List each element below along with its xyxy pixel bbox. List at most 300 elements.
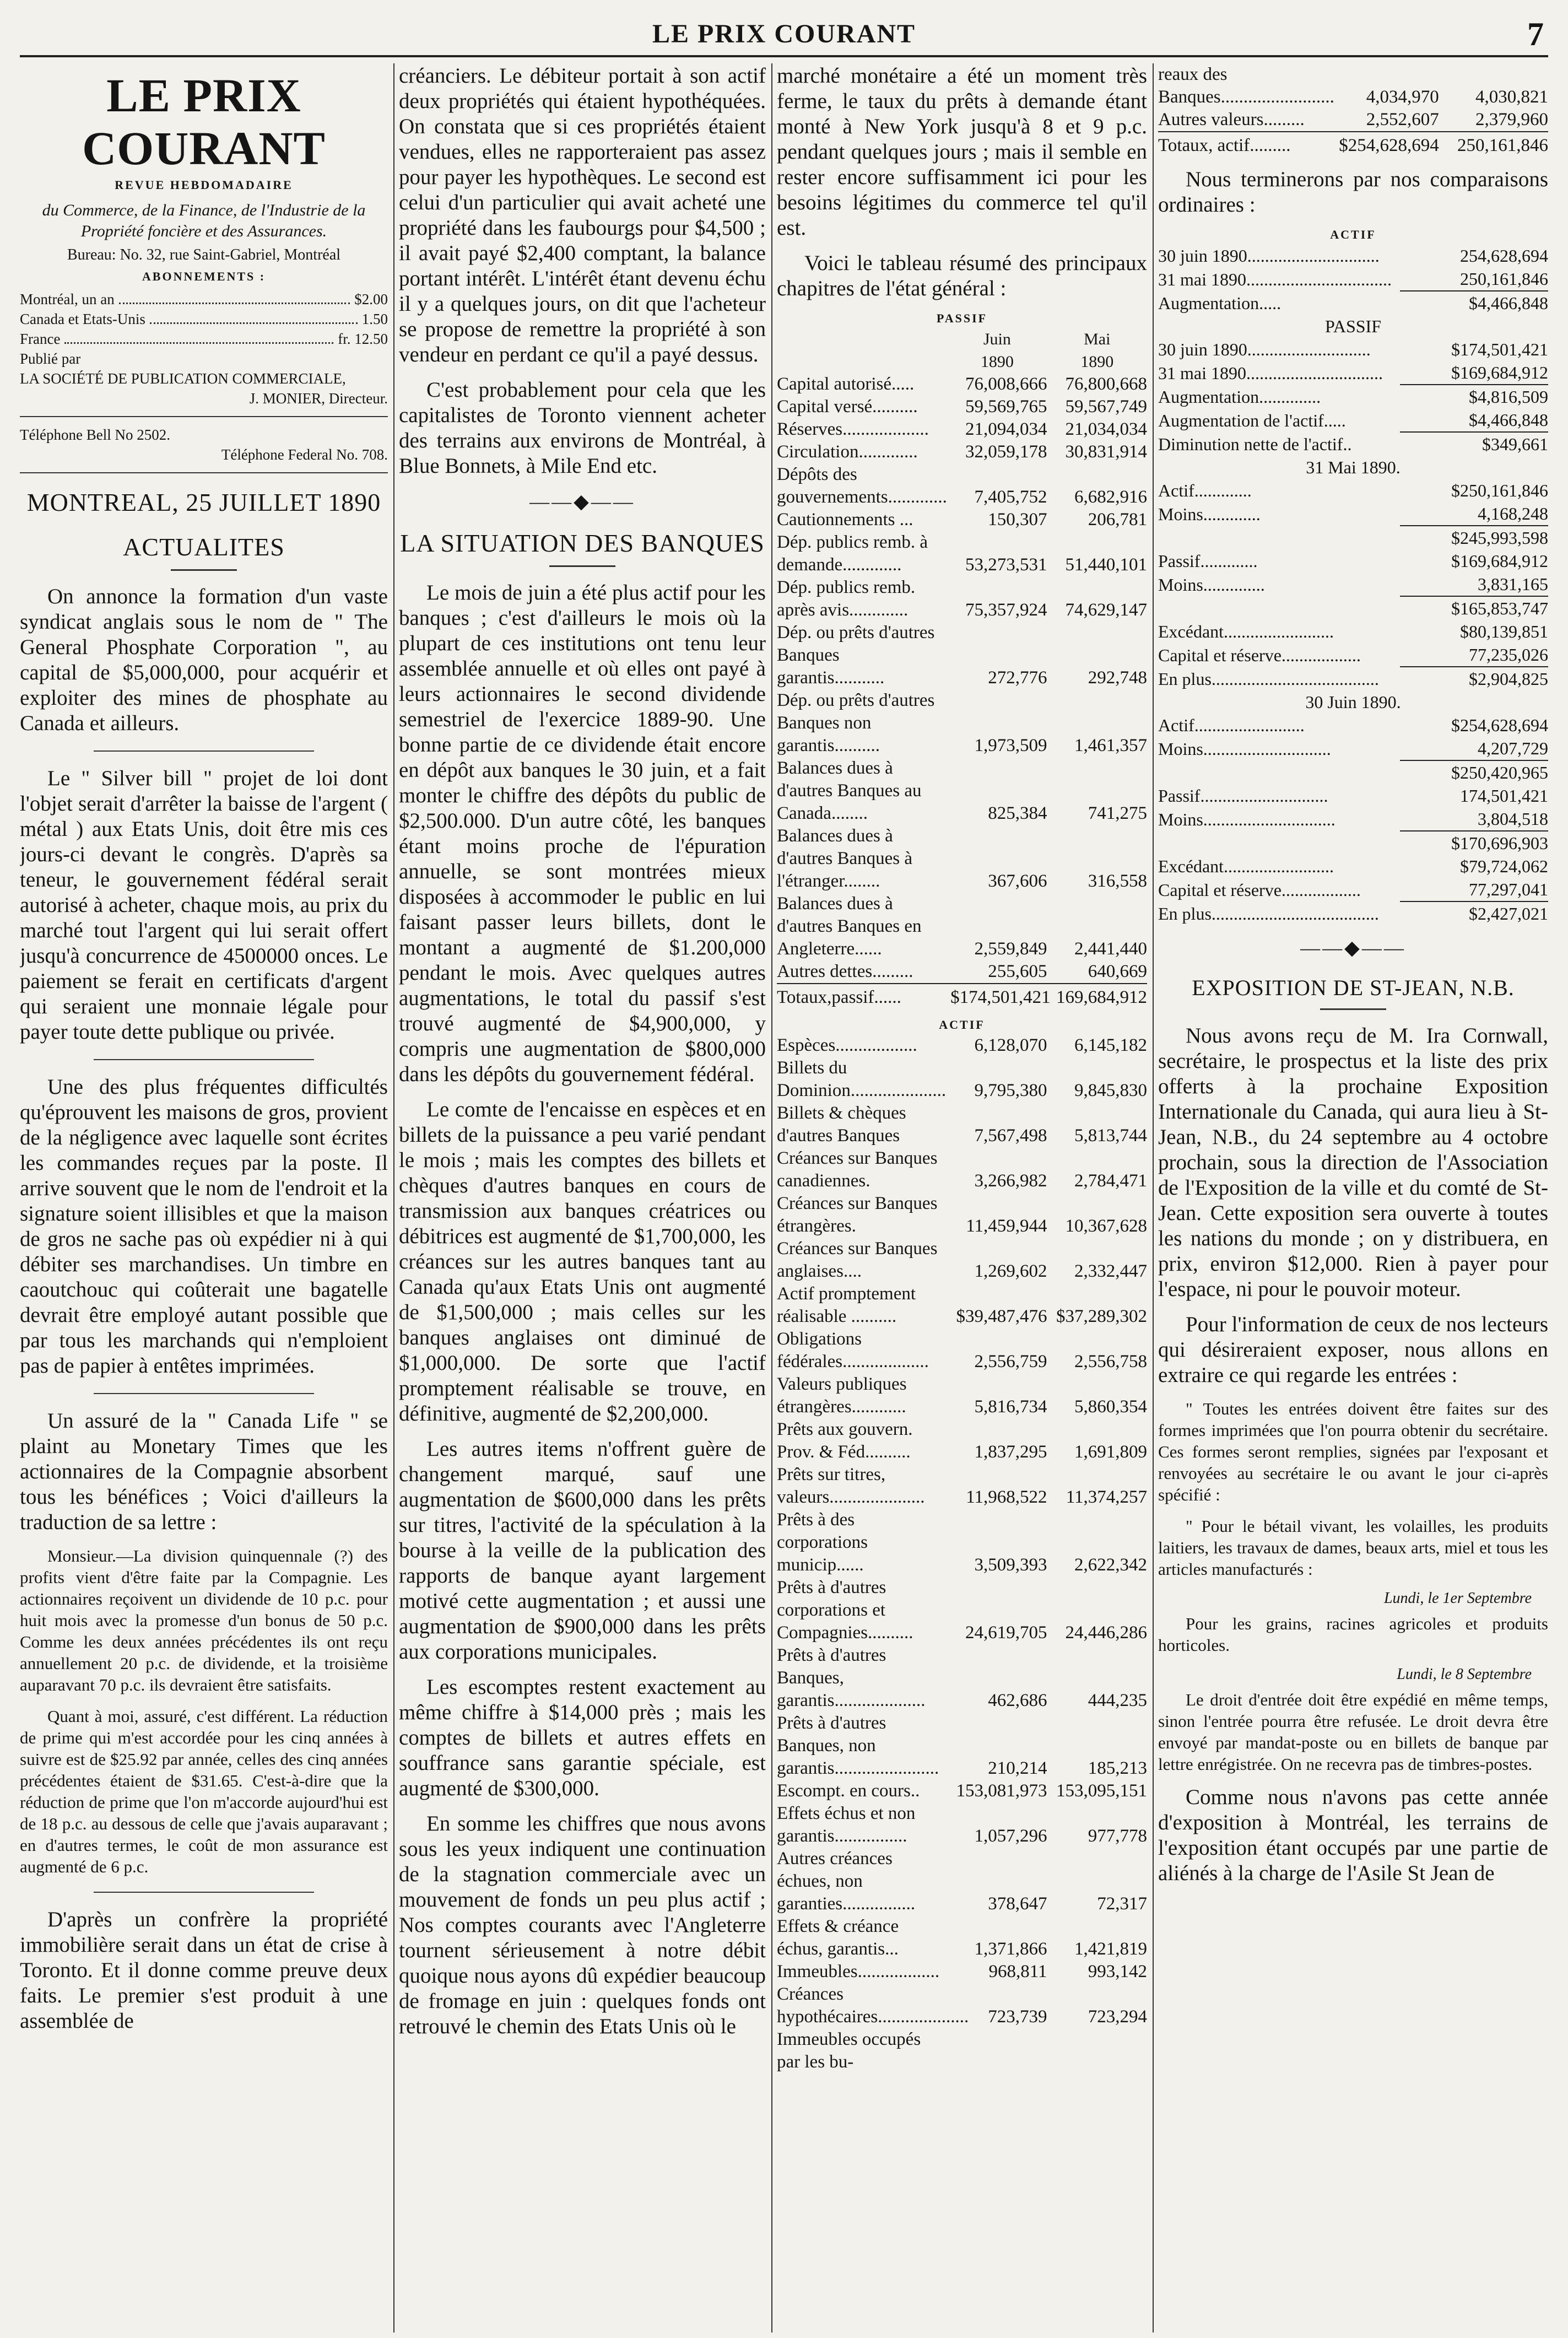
table-row bbox=[777, 1373, 1147, 1418]
row-label: Créances hypothécaires.................... bbox=[777, 1984, 969, 2027]
row-label: 31 Mai 1890. bbox=[1306, 457, 1401, 477]
comparison-row bbox=[1158, 831, 1548, 855]
heading-rule bbox=[171, 569, 237, 571]
table-row bbox=[777, 396, 1147, 418]
row-value: 77,235,026 bbox=[1400, 643, 1548, 667]
table-row bbox=[777, 1509, 1147, 1576]
column-4 bbox=[1158, 63, 1548, 2332]
heading-rule bbox=[549, 565, 615, 567]
value-juin: 153,081,973 bbox=[956, 1781, 1047, 1801]
comparison-row bbox=[1158, 737, 1548, 760]
quote-paragraph: " Toutes les entrées doivent être faites sur des formes imprimées que l'on pourra obtenir du secrétaire. Ces formes seront remplies, signées par l'exposant et renvoyées au secrétaire le ou avant le jour ci-après spécifié : bbox=[1158, 1399, 1548, 1504]
row-label: Dépôts des gouvernements............. bbox=[777, 465, 947, 507]
comparison-row bbox=[1158, 456, 1548, 479]
value-juin: 3,509,393 bbox=[974, 1555, 1047, 1575]
value-mai: 10,367,628 bbox=[1065, 1216, 1147, 1236]
value-juin: 2,552,607 bbox=[1366, 110, 1439, 129]
comparison-row bbox=[1158, 315, 1548, 338]
phone-bell: Téléphone Bell No 2502. bbox=[20, 426, 170, 443]
subscriptions-label: ABONNEMENTS : bbox=[142, 269, 266, 283]
row-value: $4,466,848 bbox=[1469, 293, 1548, 313]
quote-paragraph: Le droit d'entrée doit être expédié en même temps, sinon l'entrée pourra être refusée. Le droit devra être envoyé par mandat-poste ou en billets de banque par lettre enrégistrée. On ne recevra pas de timbres-postes. bbox=[1158, 1690, 1548, 1774]
value-juin: 378,647 bbox=[988, 1894, 1047, 1914]
comparison-row bbox=[1158, 714, 1548, 737]
comparison-row bbox=[1158, 267, 1548, 291]
article-paragraph: Le mois de juin a été plus actif pour les banques ; c'est d'ailleurs le mois où la plupart de ces institutions ont tenu leur assemblée annuelle et où elles ont payé à leurs actionnaires le second dividende semestriel de l'exercice 1889-90. Une bonne partie de ce dividende était encore en dépôt aux banques le 30 juin, et a fait monter le chiffre des dépôts du public de $2,500.000. D'un autre côté, les banques étant moins proche de l'épuration annuelle, se sont montrées mieux disposées à accommoder le public en lui faisant passer leurs billets, dont le montant a augmenté de $1.200,000 pendant le mois. Avec quelques autres augmentations, le total du passif s'est trouvé augmenté de $4,900,000, y compris une augmentation de $800,000 dans les dépôts du gouvernement fédéral. bbox=[399, 581, 766, 1086]
table-row bbox=[777, 1644, 1147, 1712]
value-juin: 6,128,070 bbox=[974, 1035, 1047, 1055]
row-label: PASSIF bbox=[1324, 316, 1381, 336]
column-year: 1890 bbox=[980, 353, 1014, 371]
column-1 bbox=[20, 63, 388, 2332]
value-juin: 75,357,924 bbox=[965, 600, 1047, 620]
value-juin: 367,606 bbox=[988, 871, 1047, 891]
row-label: Autres dettes......... bbox=[777, 962, 913, 981]
value-mai: 169,684,912 bbox=[1047, 984, 1147, 1009]
row-label: Balances dues à d'autres Banques en Angleterre...... bbox=[777, 894, 922, 959]
value-mai: 250,161,846 bbox=[1439, 132, 1548, 157]
article-paragraph: C'est probablement pour cela que les capitalistes de Toronto viennent acheter des terrains aux environs de Montréal, à Blue Bonnets, à Mile End etc. bbox=[399, 378, 766, 478]
value-juin: 1,269,602 bbox=[974, 1261, 1047, 1281]
value-juin: 3,266,982 bbox=[974, 1171, 1047, 1191]
article-paragraph: Un assuré de la " Canada Life " se plaint au Monetary Times que les actionnaires de la Compagnie absorbent tous les bénéfices ; Voici d'ailleurs la traduction de sa lettre : bbox=[20, 1409, 388, 1534]
value-mai: 51,440,101 bbox=[1065, 555, 1147, 575]
value-juin: 462,686 bbox=[988, 1691, 1047, 1710]
value-mai: 6,145,182 bbox=[1074, 1035, 1147, 1055]
value-juin: 76,008,666 bbox=[965, 374, 1047, 394]
comparison-row bbox=[1158, 643, 1548, 667]
value-juin: 1,837,295 bbox=[974, 1442, 1047, 1462]
table-row bbox=[777, 576, 1147, 622]
value-juin: 24,619,705 bbox=[965, 1623, 1047, 1643]
section-heading-actualites: ACTUALITES bbox=[123, 533, 285, 561]
row-label: Prêts à d'autres Banques, garantis.................... bbox=[777, 1645, 926, 1710]
section-heading-exposition: EXPOSITION DE ST-JEAN, N.B. bbox=[1192, 975, 1515, 1000]
comparison-row bbox=[1158, 807, 1548, 831]
row-value: $254,628,694 bbox=[1451, 715, 1548, 735]
comparison-table bbox=[1158, 244, 1548, 925]
quote-paragraph: Pour les grains, racines agricoles et produits horticoles. bbox=[1158, 1614, 1548, 1655]
bureau-address: Bureau: No. 32, rue Saint-Gabriel, Montréal bbox=[67, 246, 341, 263]
row-value: 3,804,518 bbox=[1400, 807, 1548, 831]
table-row bbox=[777, 1780, 1147, 1802]
value-mai: 444,235 bbox=[1088, 1691, 1147, 1710]
value-juin: 7,567,498 bbox=[974, 1126, 1047, 1146]
article-paragraph: Pour l'information de ceux de nos lecteurs qui désireraient exposer, nous allons en extraire ce qui regarde les entrées : bbox=[1158, 1313, 1548, 1387]
row-label: Moins.............................. bbox=[1158, 809, 1335, 829]
value-mai: 993,142 bbox=[1088, 1962, 1147, 1981]
comparison-row bbox=[1158, 526, 1548, 549]
value-mai: 292,748 bbox=[1088, 668, 1147, 688]
column-2 bbox=[399, 63, 766, 2332]
row-label: 31 mai 1890................................. bbox=[1158, 269, 1392, 289]
comparison-row bbox=[1158, 596, 1548, 620]
value-mai: 316,558 bbox=[1088, 871, 1147, 891]
comparison-row bbox=[1158, 573, 1548, 596]
value-mai: 72,317 bbox=[1097, 1894, 1147, 1914]
row-value: 4,207,729 bbox=[1400, 737, 1548, 760]
comparison-row bbox=[1158, 690, 1548, 714]
row-label: Dép. ou prêts d'autres Banques non garantis.......... bbox=[777, 690, 935, 755]
article-paragraph: Voici le tableau résumé des principaux chapitres de l'état général : bbox=[777, 251, 1147, 300]
row-label: En plus...................................... bbox=[1158, 669, 1379, 689]
article-paragraph: Nous avons reçu de M. Ira Cornwall, secrétaire, le prospectus et la liste des prix offerts à la prochaine Exposition Internationale du Canada, qui aura lieu à St-Jean, N.B., du 24 septembre au 4 octobre prochain, sous la direction de l'Association de l'Exposition de la ville et du comté de St-Jean. Cette exposition sera ouverte à toutes les nations du monde ; on y distribuera, en prix, environ $12,000. Rien à payer pour l'espace, ni pour le pouvoir moteur. bbox=[1158, 1024, 1548, 1301]
row-value: 77,297,041 bbox=[1400, 878, 1548, 901]
table-row bbox=[777, 1102, 1147, 1147]
article-paragraph: Les autres items n'offrent guère de changement marqué, sauf une augmentation de $600,000 dans les prêts sur titres, l'activité de la spéculation à la bourse à la veille de la publication des rapports de banque ayant largement motivé cette augmentation ; et aussi une augmentation de $900,000 dans les prêts aux corporations municipales. bbox=[399, 1437, 766, 1664]
row-label: Diminution nette de l'actif.. bbox=[1158, 434, 1352, 454]
table-row bbox=[777, 1328, 1147, 1373]
comparison-row bbox=[1158, 408, 1548, 432]
table-row bbox=[777, 1418, 1147, 1464]
running-header bbox=[0, 0, 1568, 61]
value-mai: 2,784,471 bbox=[1074, 1171, 1147, 1191]
entry-date: Lundi, le 8 Septembre bbox=[1397, 1666, 1532, 1683]
row-label: Obligations fédérales................... bbox=[777, 1329, 929, 1372]
value-juin: 1,973,509 bbox=[974, 736, 1047, 755]
masthead-motto: du Commerce, de la Finance, de l'Industrie de la Propriété foncière et des Assurances. bbox=[42, 201, 366, 240]
row-label: Actif............. bbox=[1158, 480, 1252, 500]
table-section-actif: ACTIF bbox=[939, 1018, 985, 1032]
value-mai: 1,691,809 bbox=[1074, 1442, 1147, 1462]
row-value: $250,420,965 bbox=[1451, 763, 1548, 782]
row-value: $169,684,912 bbox=[1451, 551, 1548, 571]
value-mai: 185,213 bbox=[1088, 1758, 1147, 1778]
table-row bbox=[777, 1238, 1147, 1283]
row-value: $250,161,846 bbox=[1451, 480, 1548, 500]
table-row bbox=[777, 893, 1147, 960]
row-label: 31 mai 1890............................... bbox=[1158, 363, 1383, 383]
value-juin: 9,795,380 bbox=[974, 1081, 1047, 1100]
row-label: Totaux,passif...... bbox=[777, 984, 947, 1009]
row-label: Immeubles occupés par les bu- bbox=[777, 2029, 921, 2072]
comparison-row bbox=[1158, 432, 1548, 456]
value-mai: 2,556,758 bbox=[1074, 1352, 1147, 1372]
table-row bbox=[777, 1848, 1147, 1915]
heading-rule bbox=[1320, 1008, 1386, 1010]
bank-statement-table bbox=[777, 1034, 1147, 2074]
table-row bbox=[777, 463, 1147, 509]
table-row bbox=[777, 418, 1147, 441]
article-divider bbox=[94, 1059, 315, 1060]
article-paragraph: Les escomptes restent exactement au même chiffre à $14,000 près ; mais les comptes de billets et autres effets en souffrance sans garantie spéciale, est augmenté de $300,000. bbox=[399, 1675, 766, 1800]
row-value: $174,501,421 bbox=[1451, 339, 1548, 359]
value-mai: 1,421,819 bbox=[1074, 1939, 1147, 1959]
row-label: Autres valeurs......... bbox=[1158, 110, 1305, 129]
table-row bbox=[777, 2028, 1147, 2074]
value-mai: 21,034,034 bbox=[1065, 419, 1147, 439]
row-label: Balances dues à d'autres Banques à l'étranger........ bbox=[777, 826, 913, 891]
value-juin: 7,405,752 bbox=[974, 487, 1047, 507]
comparison-row bbox=[1158, 620, 1548, 643]
row-label bbox=[1158, 760, 1400, 784]
value-mai: 30,831,914 bbox=[1065, 442, 1147, 462]
row-label: Totaux, actif......... bbox=[1158, 132, 1330, 157]
comparison-row bbox=[1158, 338, 1548, 361]
row-label: Augmentation de l'actif..... bbox=[1158, 411, 1346, 430]
row-label: Dép. ou prêts d'autres Banques garantis........... bbox=[777, 623, 935, 688]
value-juin: $254,628,694 bbox=[1330, 132, 1439, 157]
ornament-divider: ——◆—— bbox=[529, 490, 635, 512]
publisher-director: J. MONIER, Directeur. bbox=[249, 390, 388, 407]
table-row bbox=[777, 1283, 1147, 1328]
table-row bbox=[1158, 132, 1548, 157]
value-juin: 21,094,034 bbox=[965, 419, 1047, 439]
table-row bbox=[777, 509, 1147, 531]
row-label bbox=[1158, 526, 1400, 549]
table-row bbox=[777, 1034, 1147, 1057]
comparison-row bbox=[1158, 361, 1548, 385]
value-mai: 1,461,357 bbox=[1074, 736, 1147, 755]
row-label: Passif............................. bbox=[1158, 786, 1328, 806]
value-mai: 9,845,830 bbox=[1074, 1081, 1147, 1100]
letter-paragraph: Quant à moi, assuré, c'est différent. La réduction de prime qui m'est accordée pour les cinq années à suivre est de $25.92 par année, celles des cinq années précédentes étaient de $31.65. C'est-à-dire que la réduction de prime que l'on m'accorde aujourd'hui est de 18 p.c. au dessous de celle que j'avais auparavant ; en d'autres termes, le coût de mon assurance est augmenté de 6 p.c. bbox=[20, 1707, 388, 1876]
value-juin bbox=[947, 2028, 1047, 2074]
row-value: $4,816,509 bbox=[1469, 387, 1548, 407]
page-number: 7 bbox=[1527, 16, 1544, 52]
table-row bbox=[777, 825, 1147, 893]
column-rule bbox=[771, 63, 772, 2332]
article-paragraph: marché monétaire a été un moment très ferme, le taux du prêts à demande étant monté à New York jusqu'à 8 et 9 p.c. pendant quelques jours ; mais il semble en rester encore suffisamment ici pour les besoins légitimes du commerce tel qu'il est. bbox=[777, 64, 1147, 240]
row-value: $245,993,598 bbox=[1451, 528, 1548, 548]
row-label: Dép. publics remb. à demande............. bbox=[777, 532, 928, 575]
comparison-row bbox=[1158, 291, 1548, 315]
row-label: Excédant......................... bbox=[1158, 622, 1334, 641]
row-label: Augmentation.............. bbox=[1158, 387, 1321, 407]
row-label: Billets du Dominion..................... bbox=[777, 1058, 947, 1100]
comparison-row bbox=[1158, 878, 1548, 901]
value-juin: 150,307 bbox=[988, 510, 1047, 530]
value-mai: 74,629,147 bbox=[1065, 600, 1147, 620]
value-juin: 32,059,178 bbox=[965, 442, 1047, 462]
row-label: Autres créances échues, non garanties................ bbox=[777, 1849, 916, 1914]
value-mai: 153,095,151 bbox=[1056, 1781, 1147, 1801]
value-mai: $37,289,302 bbox=[1056, 1306, 1147, 1326]
row-label: Moins.............. bbox=[1158, 575, 1265, 595]
column-rule bbox=[1153, 63, 1154, 2332]
row-label: Moins............. bbox=[1158, 504, 1261, 524]
article-divider bbox=[94, 750, 315, 752]
table-row bbox=[777, 1057, 1147, 1102]
row-label: Circulation............. bbox=[777, 442, 918, 462]
quote-paragraph: " Pour le bétail vivant, les volailles, les produits laitiers, les travaux de dames, beaux arts, miel et tous les articles manufacturés : bbox=[1158, 1516, 1548, 1579]
table-row bbox=[777, 1147, 1147, 1192]
ornament-divider: ——◆—— bbox=[1300, 937, 1406, 959]
comparison-row bbox=[1158, 385, 1548, 408]
row-label: Prêts à d'autres corporations et Compagnies.......... bbox=[777, 1578, 913, 1643]
table-row bbox=[777, 1576, 1147, 1644]
value-mai: 76,800,668 bbox=[1065, 374, 1147, 394]
column-year: 1890 bbox=[1080, 353, 1114, 371]
value-mai: 741,275 bbox=[1088, 803, 1147, 823]
value-juin: $174,501,421 bbox=[947, 984, 1047, 1009]
table-row bbox=[777, 622, 1147, 689]
row-label: Effets échus et non garantis................ bbox=[777, 1804, 916, 1846]
table-row bbox=[777, 1712, 1147, 1780]
value-juin: 11,968,522 bbox=[966, 1487, 1047, 1507]
masthead-subtitle: REVUE HEBDOMADAIRE bbox=[115, 178, 293, 192]
row-label: Excédant......................... bbox=[1158, 856, 1334, 876]
article-paragraph: Une des plus fréquentes difficultés qu'éprouvent les maisons de gros, provient de la négligence avec laquelle sont écrites les commandes reçues par la poste. Il arrive souvent que le nom de l'endroit et la signature soient illisibles et que la maison de gros ne sache pas où expédier ni à qui débiter ses marchandises. Un timbre en caoutchouc qui coûterait une bagatelle devrait être employé autant possible que par tous les marchands qui n'emploient pas de papier à entêtes imprimées. bbox=[20, 1075, 388, 1378]
value-juin: 11,459,944 bbox=[966, 1216, 1047, 1236]
row-label: 30 Juin 1890. bbox=[1305, 692, 1401, 712]
value-mai: 6,682,916 bbox=[1074, 487, 1147, 507]
value-juin: 59,569,765 bbox=[965, 397, 1047, 417]
value-juin: 53,273,531 bbox=[965, 555, 1047, 575]
publisher-name: LA SOCIÉTÉ DE PUBLICATION COMMERCIALE, bbox=[20, 370, 346, 387]
row-label: Augmentation..... bbox=[1158, 293, 1282, 313]
value-juin: 825,384 bbox=[988, 803, 1047, 823]
column-rule bbox=[393, 63, 394, 2332]
table-row bbox=[777, 1983, 1147, 2028]
comparison-row bbox=[1158, 901, 1548, 925]
row-label: Prêts à d'autres Banques, non garantis....................... bbox=[777, 1713, 939, 1778]
row-value: $79,724,062 bbox=[1460, 856, 1548, 876]
row-label bbox=[1158, 596, 1400, 620]
article-paragraph: Comme nous n'avons pas cette année d'exposition à Montréal, les terrains de l'exposition étant occupés par une partie de aliénés à la charge de l'Asile St Jean de bbox=[1158, 1785, 1548, 1885]
column-3 bbox=[777, 63, 1147, 2332]
row-label: Valeurs publiques étrangères............ bbox=[777, 1374, 907, 1417]
row-label: Escompt. en cours.. bbox=[777, 1781, 920, 1801]
row-label: Créances sur Banques étrangères. bbox=[777, 1194, 938, 1236]
row-label: Passif............. bbox=[1158, 551, 1258, 571]
row-label: Moins............................. bbox=[1158, 739, 1331, 759]
value-juin: 2,556,759 bbox=[974, 1352, 1047, 1372]
article-paragraph: On annonce la formation d'un vaste syndicat anglais sous le nom de " The General Phosphate Corporation ", au capital de $5,000,000, pour acquérir et exploiter des mines de phosphate au Canada et ailleurs. bbox=[20, 585, 388, 735]
header-rule bbox=[20, 55, 1548, 57]
value-mai: 977,778 bbox=[1088, 1826, 1147, 1846]
running-title: LE PRIX COURANT bbox=[652, 19, 916, 48]
value-mai: 59,567,749 bbox=[1065, 397, 1147, 417]
article-paragraph: créanciers. Le débiteur portait à son actif deux propriétés qui étaient hypothéquées. On constata que si ces propriétés étaient vendues, elles ne rapporteraient pas assez pour payer les hypothèques. Le second est celui d'un particulier qui avait acheté une propriété dans les faubourgs pour $4,500 ; il avait payé $2,400 comptant, la balance portant intérêt. L'intérêt étant devenu échu il y a quelques jours, on dit que l'acheteur se propose de remettre la propriété à son vendeur en perdant ce qu'il a payé dessus. bbox=[399, 64, 766, 366]
value-mai: 206,781 bbox=[1088, 510, 1147, 530]
table-row bbox=[777, 441, 1147, 463]
table-row bbox=[777, 689, 1147, 757]
row-value: $80,139,851 bbox=[1460, 622, 1548, 641]
row-label: Dép. publics remb. après avis............. bbox=[777, 577, 916, 620]
masthead-title: LE PRIX COURANT bbox=[82, 69, 326, 175]
table-row bbox=[777, 1464, 1147, 1509]
comparison-row bbox=[1158, 502, 1548, 526]
article-divider bbox=[94, 1892, 315, 1893]
table-row bbox=[777, 757, 1147, 825]
masthead-rule bbox=[20, 472, 388, 473]
row-value: 250,161,846 bbox=[1400, 267, 1548, 291]
value-mai: 2,441,440 bbox=[1074, 939, 1147, 959]
value-juin: 4,034,970 bbox=[1366, 87, 1439, 107]
row-label: Prêts à des corporations municip...... bbox=[777, 1510, 868, 1575]
row-label: Balances dues à d'autres Banques au Canada........ bbox=[777, 758, 922, 823]
value-juin: 210,214 bbox=[988, 1758, 1047, 1778]
row-value: $4,466,848 bbox=[1400, 408, 1548, 432]
row-label: Cautionnements ... bbox=[777, 510, 913, 530]
value-juin: 723,739 bbox=[988, 2007, 1047, 2027]
value-juin: 255,605 bbox=[988, 962, 1047, 981]
value-mai: 640,669 bbox=[1088, 962, 1147, 981]
value-juin: 968,811 bbox=[988, 1962, 1047, 1981]
row-label: Prêts sur titres, valeurs..................... bbox=[777, 1465, 925, 1507]
bank-statement-table bbox=[777, 328, 1147, 1009]
row-label: Actif promptement réalisable .......... bbox=[777, 1284, 916, 1326]
table-row bbox=[777, 1961, 1147, 1983]
article-divider bbox=[94, 1393, 315, 1394]
row-label: Espèces.................. bbox=[777, 1035, 917, 1055]
row-label: Réserves................... bbox=[777, 419, 929, 439]
row-label: Créances sur Banques canadiennes. bbox=[777, 1148, 938, 1191]
subscription-row: France fr. 12.50 bbox=[20, 329, 388, 349]
value-mai: 5,860,354 bbox=[1074, 1397, 1147, 1417]
value-mai: 4,030,821 bbox=[1475, 87, 1548, 107]
comparison-row bbox=[1158, 549, 1548, 573]
row-label bbox=[1158, 831, 1400, 855]
row-label: reaux des Banques......................... bbox=[1158, 64, 1334, 107]
row-label: 30 juin 1890.............................. bbox=[1158, 246, 1380, 266]
value-juin: 5,816,734 bbox=[974, 1397, 1047, 1417]
row-value: 174,501,421 bbox=[1460, 786, 1548, 806]
row-value: $169,684,912 bbox=[1400, 361, 1548, 385]
table-row bbox=[777, 960, 1147, 984]
article-paragraph: Le comte de l'encaisse en espèces et en billets de la puissance a peu varié pendant le mois ; mais les comptes des billets et chèques d'autres banques en cours de transmission aux banques créatrices ou débitrices est augmenté de $1,700,000, les créances sur les autres banques tant au Canada qu'aux Etats Unis ont augmenté de $1,500,000 ; mais celles sur les banques anglaises ont diminué de $1,000,000. De sorte que l'actif promptement réalisable se trouve, en définitive, augmenté de $2,200,000. bbox=[399, 1098, 766, 1426]
article-paragraph: D'après un confrère la propriété immobilière serait dans un état de crise à Toronto. Et il donne comme preuve deux faits. Le premier s'est produit à une assemblée de bbox=[20, 1908, 388, 2033]
table-row bbox=[1158, 109, 1548, 132]
row-label: 30 juin 1890............................ bbox=[1158, 339, 1371, 359]
masthead-rule bbox=[20, 416, 388, 417]
row-label: Billets & chèques d'autres Banques bbox=[777, 1103, 906, 1146]
row-label: Actif......................... bbox=[1158, 715, 1305, 735]
bank-statement-table bbox=[1158, 63, 1548, 157]
table-row bbox=[777, 1192, 1147, 1238]
row-value: 4,168,248 bbox=[1400, 502, 1548, 526]
row-label: Immeubles.................. bbox=[777, 1962, 940, 1981]
row-label: Capital versé.......... bbox=[777, 397, 918, 417]
phone-federal: Téléphone Federal No. 708. bbox=[221, 446, 388, 463]
article-paragraph: En somme les chiffres que nous avons sous les yeux indiquent une continuation de la stagnation commerciale avec un mouvement de fonds un peu plus actif ; Nos comptes courants avec l'Angleterre tournent sérieusement à notre débit quoique nous ayons dû expédier beaucoup de fromage en juin : quelques fonds ont retrouvé le chemin des Etats Unis où le bbox=[399, 1812, 766, 2038]
row-value: $2,427,021 bbox=[1469, 904, 1548, 924]
value-mai: 2,622,342 bbox=[1074, 1555, 1147, 1575]
value-juin: $39,487,476 bbox=[956, 1306, 1047, 1326]
row-value: $165,853,747 bbox=[1451, 598, 1548, 618]
comparison-section-actif: ACTIF bbox=[1330, 228, 1376, 241]
table-row bbox=[777, 373, 1147, 396]
row-label: Capital et réserve.................. bbox=[1158, 880, 1361, 900]
table-row bbox=[1158, 63, 1548, 109]
column-header-mai: Mai bbox=[1084, 330, 1111, 348]
row-label: Capital autorisé..... bbox=[777, 374, 915, 394]
subscription-row: Canada et Etats-Unis 1.50 bbox=[20, 309, 388, 329]
comparison-row bbox=[1158, 667, 1548, 690]
value-mai: 2,332,447 bbox=[1074, 1261, 1147, 1281]
row-value: 3,831,165 bbox=[1400, 573, 1548, 596]
comparison-row bbox=[1158, 244, 1548, 267]
comparison-row bbox=[1158, 760, 1548, 784]
value-juin: 272,776 bbox=[988, 668, 1047, 688]
row-label: Créances sur Banques anglaises.... bbox=[777, 1239, 938, 1281]
value-mai: 5,813,744 bbox=[1074, 1126, 1147, 1146]
table-row bbox=[777, 1915, 1147, 1961]
row-label: Capital et réserve.................. bbox=[1158, 645, 1361, 665]
section-heading-banques: LA SITUATION DES BANQUES bbox=[400, 529, 765, 557]
subscription-row: Montréal, un an $2.00 bbox=[20, 289, 388, 309]
table-row bbox=[777, 531, 1147, 576]
value-mai bbox=[1047, 2028, 1147, 2074]
row-label: Prêts aux gouvern. Prov. & Féd.......... bbox=[777, 1419, 913, 1462]
row-label: En plus...................................... bbox=[1158, 904, 1379, 924]
dateline: MONTREAL, 25 JUILLET 1890 bbox=[26, 488, 381, 516]
row-value: $170,696,903 bbox=[1451, 833, 1548, 853]
value-mai: 723,294 bbox=[1088, 2007, 1147, 2027]
value-juin: 1,057,296 bbox=[974, 1826, 1047, 1846]
article-paragraph: Nous terminerons par nos comparaisons ordinaires : bbox=[1158, 168, 1548, 217]
